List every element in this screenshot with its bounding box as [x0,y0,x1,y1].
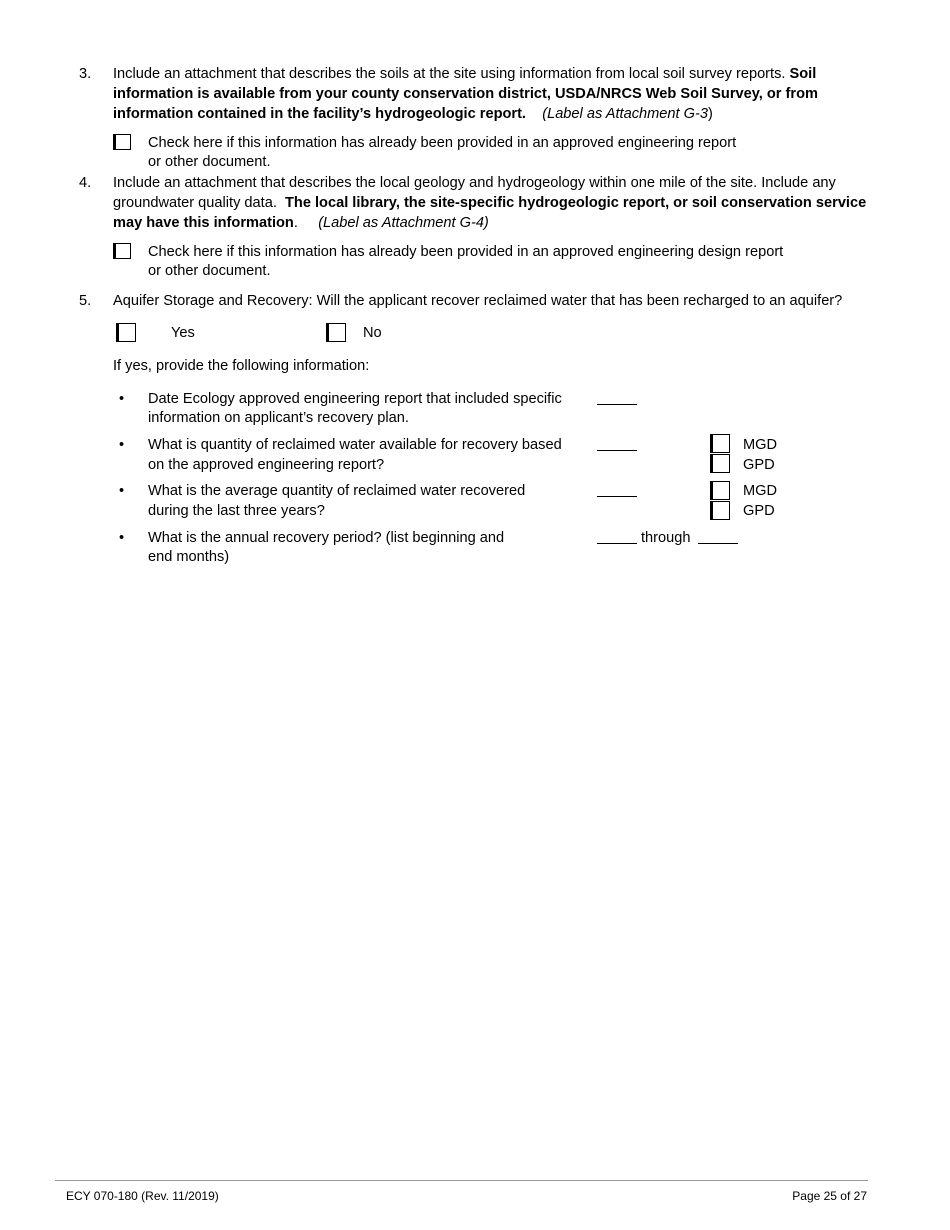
item-4-text [113,173,883,233]
average-mgd-label: MGD [743,483,778,499]
item-4-checkbox-label-line2: or other document. [148,263,271,279]
bullet-4-line2: end months) [148,549,230,565]
item-4-provided-checkbox[interactable] [113,243,131,259]
item-4-number: 4. [79,175,92,191]
bullet-4-line1: What is the annual recovery period? (list beginning and [148,530,505,546]
available-mgd-label: MGD [743,437,778,453]
average-gpd-checkbox[interactable] [710,501,730,520]
page-number: Page 25 of 27 [792,1189,867,1203]
item-3-label-close: ) [707,106,713,122]
item-4-plain-text: Include an attachment that describes the local geology and hydrogeology within one mile of the site. Include any groundwater quality data. [113,175,836,211]
bullet-3-line2: during the last three years? [148,503,325,519]
form-id: ECY 070-180 (Rev. 11/2019) [66,1189,219,1203]
if-yes-instruction: If yes, provide the following information: [113,358,370,374]
no-checkbox[interactable] [326,323,346,342]
item-3-number: 3. [79,66,92,82]
item-5-question: Aquifer Storage and Recovery: Will the applicant recover reclaimed water that has been recharged to an aquifer? [113,293,843,309]
item-3-bold-text: Soil information is available from your county conservation district, USDA/NRCS Web Soil Survey, or from information contained in the facility’s hydrogeologic report. [113,66,818,122]
available-gpd-checkbox[interactable] [710,454,730,473]
bullet-1-line2: information on applicant’s recovery plan. [148,410,409,426]
bullet-4-marker: • [119,530,125,546]
bullet-3-marker: • [119,483,125,499]
item-3-label: (Label as Attachment G-3 [542,106,708,122]
bullet-2-line2: on the approved engineering report? [148,457,385,473]
item-5-number: 5. [79,293,92,309]
no-label: No [363,325,382,341]
approval-date-field[interactable] [597,404,637,405]
bullet-2-line1: What is quantity of reclaimed water available for recovery based [148,437,562,453]
item-3-checkbox-label-line1: Check here if this information has already been provided in an approved engineering report [148,135,737,151]
item-4-checkbox-label-line1: Check here if this information has already been provided in an approved engineering design report [148,244,784,260]
through-label: through [641,530,691,546]
yes-label: Yes [171,325,195,341]
average-quantity-field[interactable] [597,496,637,497]
average-gpd-label: GPD [743,503,775,519]
yes-checkbox[interactable] [116,323,136,342]
bullet-1-marker: • [119,391,125,407]
item-4-period: . [293,215,298,231]
item-3-checkbox-label-line2: or other document. [148,154,271,170]
average-mgd-checkbox[interactable] [710,481,730,500]
available-quantity-field[interactable] [597,450,637,451]
recovery-end-field[interactable] [698,543,738,544]
item-3-provided-checkbox[interactable] [113,134,131,150]
bullet-3-line1: What is the average quantity of reclaimed water recovered [148,483,526,499]
item-3-text [113,64,878,124]
item-4-label: (Label as Attachment G-4) [318,215,489,231]
bullet-1-line1: Date Ecology approved engineering report that included specific [148,391,562,407]
bullet-2-marker: • [119,437,125,453]
available-gpd-label: GPD [743,457,775,473]
recovery-start-field[interactable] [597,543,637,544]
footer-divider [55,1180,868,1181]
available-mgd-checkbox[interactable] [710,434,730,453]
item-3-plain-text: Include an attachment that describes the soils at the site using information from local soil survey reports. [113,66,786,82]
item-4-bold-text: The local library, the site-specific hydrogeologic report, or soil conservation service may have this information [113,195,867,231]
